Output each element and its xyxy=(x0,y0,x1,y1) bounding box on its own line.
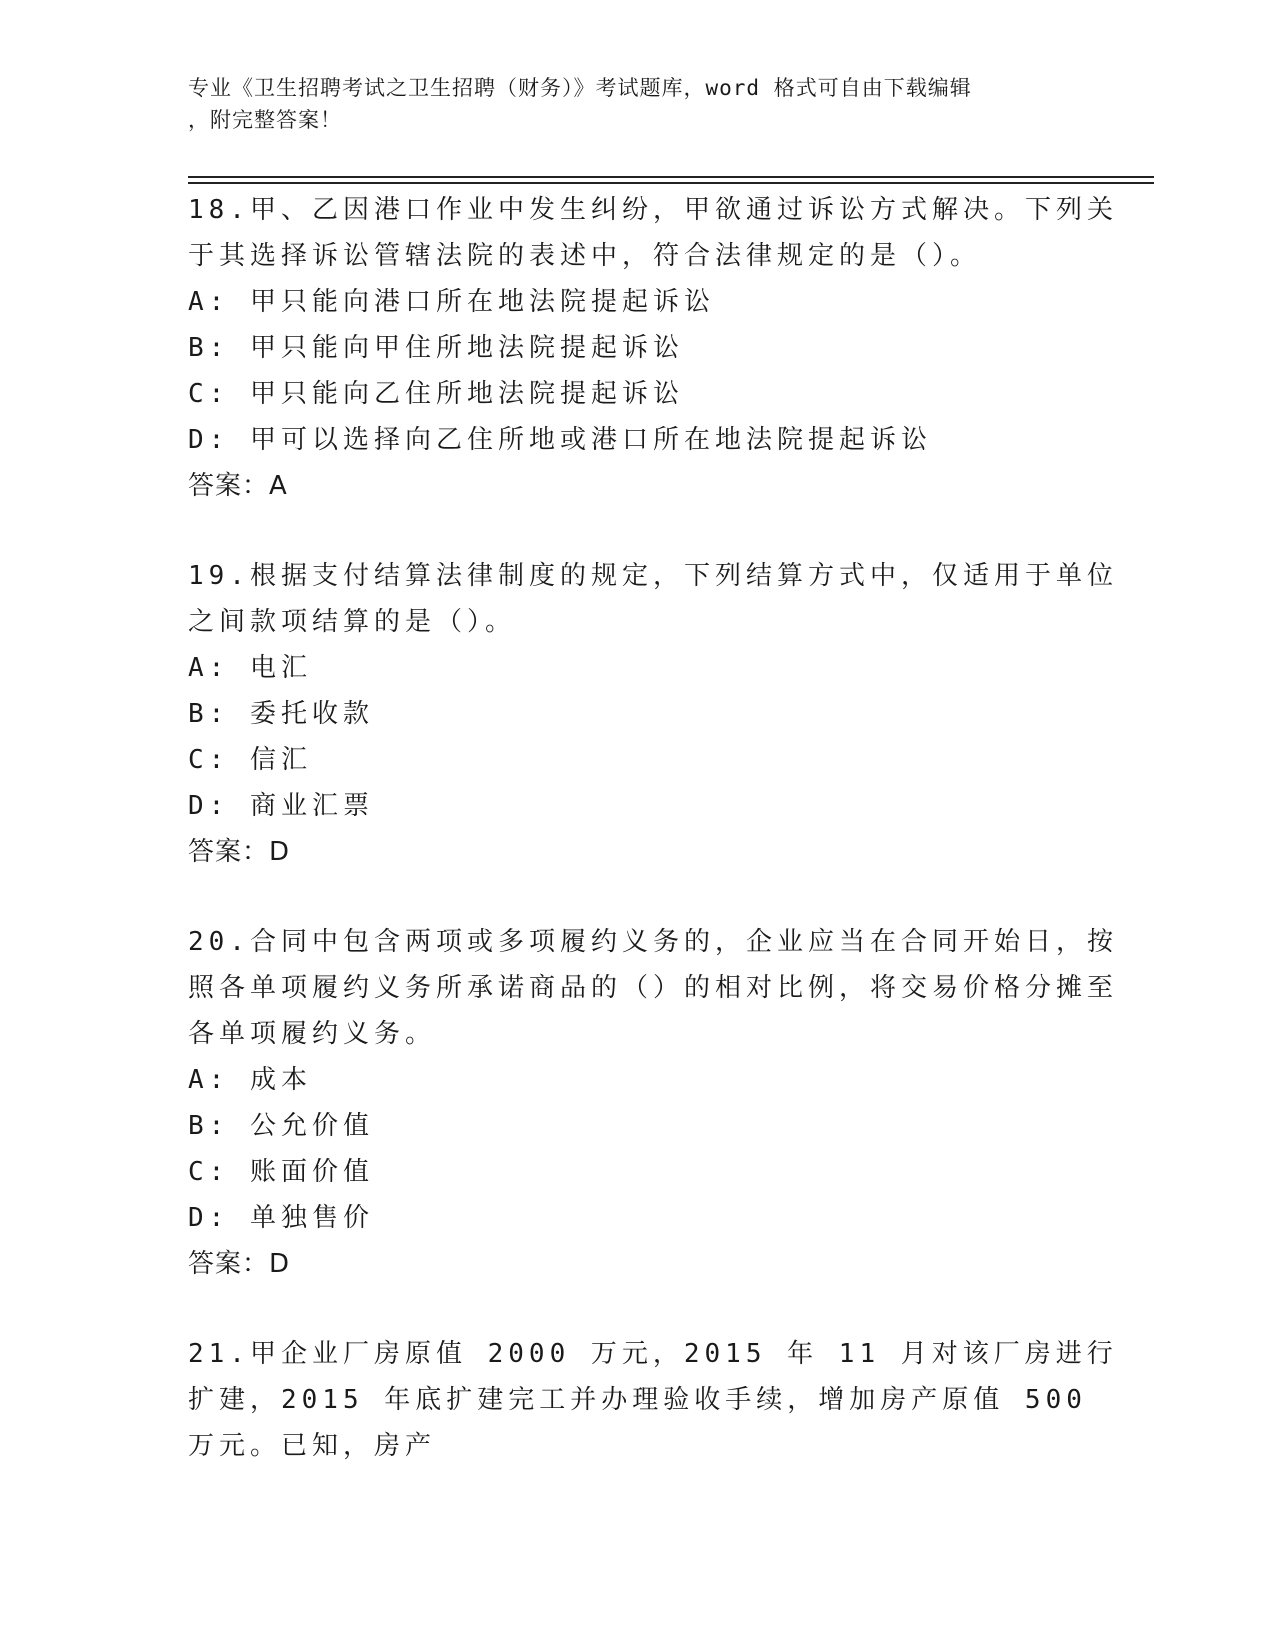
question-21 xyxy=(188,1331,1118,1469)
option-c: C: 信汇 xyxy=(188,745,312,775)
option-a: A: 甲只能向港口所在地法院提起诉讼 xyxy=(188,287,715,317)
option-c: C: 甲只能向乙住所地法院提起诉讼 xyxy=(188,379,684,409)
header-divider-top xyxy=(188,176,1154,178)
question-19 xyxy=(188,553,1118,875)
header-line-1: 专业《卫生招聘考试之卫生招聘（财务）》考试题库，word 格式可自由下载编辑 xyxy=(188,76,972,100)
question-18 xyxy=(188,187,1118,509)
header-divider-bottom xyxy=(188,182,1154,184)
question-stem: 19.根据支付结算法律制度的规定，下列结算方式中，仅适用于单位之间款项结算的是（）。 xyxy=(188,561,1118,637)
question-stem: 21.甲企业厂房原值 2000 万元，2015 年 11 月对该厂房进行扩建，2015 年底扩建完工并办理验收手续，增加房产原值 500 万元。已知，房产 xyxy=(188,1339,1118,1461)
header-line-2: ，附完整答案！ xyxy=(188,108,342,132)
question-spacer xyxy=(188,509,1118,553)
option-b: B: 公允价值 xyxy=(188,1111,374,1141)
option-b: B: 甲只能向甲住所地法院提起诉讼 xyxy=(188,333,684,363)
question-spacer xyxy=(188,1287,1118,1331)
option-a: A: 成本 xyxy=(188,1065,312,1095)
answer-label: 答案：D xyxy=(188,837,291,867)
answer-label: 答案：D xyxy=(188,1249,291,1279)
option-c: C: 账面价值 xyxy=(188,1157,374,1187)
question-stem: 18.甲、乙因港口作业中发生纠纷，甲欲通过诉讼方式解决。下列关于其选择诉讼管辖法院的表述中，符合法律规定的是（）。 xyxy=(188,195,1118,271)
option-b: B: 委托收款 xyxy=(188,699,374,729)
question-spacer xyxy=(188,875,1118,919)
option-d: D: 甲可以选择向乙住所地或港口所在地法院提起诉讼 xyxy=(188,425,932,455)
question-list xyxy=(188,187,1118,1469)
answer-label: 答案：A xyxy=(188,471,288,501)
option-a: A: 电汇 xyxy=(188,653,312,683)
document-header xyxy=(188,72,1088,136)
question-20 xyxy=(188,919,1118,1287)
option-d: D: 单独售价 xyxy=(188,1203,374,1233)
option-d: D: 商业汇票 xyxy=(188,791,374,821)
question-stem: 20.合同中包含两项或多项履约义务的，企业应当在合同开始日，按照各单项履约义务所承诺商品的（）的相对比例，将交易价格分摊至各单项履约义务。 xyxy=(188,927,1119,1049)
